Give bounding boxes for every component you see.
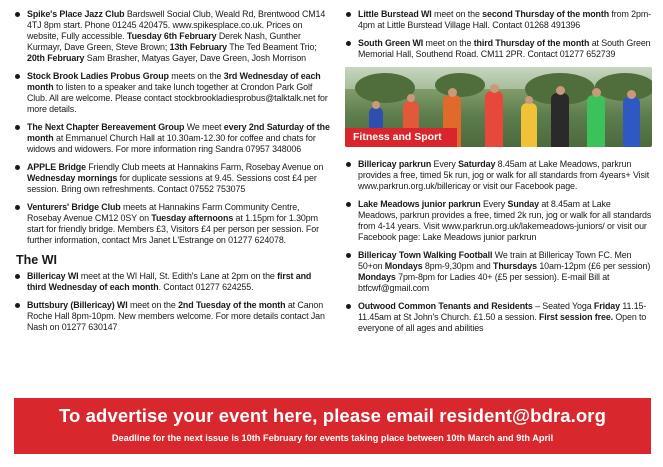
wi-heading: The WI bbox=[16, 253, 57, 267]
listing-emphasis: first and third Wednesday of each month bbox=[27, 271, 312, 292]
listing-emphasis: Thursdays bbox=[493, 261, 537, 271]
runner-head bbox=[556, 86, 565, 95]
listing-emphasis: Billericay Town Walking Football bbox=[358, 250, 493, 260]
runner-figure bbox=[521, 103, 537, 147]
listing-text: 7pm-8pm for Ladies 40+ (£5 per session). E-mail Bill at btfcwf@gmail.com bbox=[358, 272, 610, 293]
listing-emphasis: every 2nd Saturday of the month bbox=[27, 122, 330, 143]
listing-emphasis: Spike's Place Jazz Club bbox=[27, 9, 125, 19]
listing-text: meet on the bbox=[423, 38, 474, 48]
runner-figure bbox=[551, 93, 569, 147]
listing-text: for duplicate sessions at 9.45. Sessions cost £4 per session. Bring own refreshments. Contact 07552 753075 bbox=[27, 173, 317, 194]
listing-text: meets at Hannakins Farm Community Centre, Rosebay Avenue CM12 0SY on bbox=[27, 202, 300, 223]
right-column bbox=[345, 9, 652, 341]
listing-item bbox=[14, 162, 332, 195]
listing-emphasis: Friday bbox=[593, 301, 620, 311]
listing-item bbox=[14, 122, 332, 155]
photo-tree bbox=[355, 73, 415, 103]
listing-text: The Ted Beament Trio; bbox=[227, 42, 317, 52]
listing-emphasis: Outwood Common Tenants and Residents bbox=[358, 301, 533, 311]
listing-emphasis: South Green WI bbox=[358, 38, 424, 48]
listing-text: Sam Brasher, Matyas Gayer, Dave Green, Josh Morrison bbox=[84, 53, 306, 63]
listing-emphasis: 13th February bbox=[169, 42, 228, 52]
listing-text: meets on the bbox=[168, 71, 224, 81]
listing-emphasis: Buttsbury (Billericay) WI bbox=[27, 300, 128, 310]
listing-emphasis: Mondays bbox=[358, 272, 396, 282]
listing-text: Derek Nash, Gunther Kurmayr, Dave Green, Steve Brown; bbox=[27, 31, 301, 52]
listing-item bbox=[14, 300, 332, 333]
listing-text: at Canon Roche Hall 8pm-10pm. New members welcome. For more details contact Jan Nash on 01277 630147 bbox=[27, 300, 325, 332]
listing-emphasis: Mondays bbox=[384, 261, 423, 271]
listing-text: We meet bbox=[184, 122, 224, 132]
wi-list bbox=[14, 271, 332, 333]
listing-item bbox=[14, 9, 332, 64]
listing-item bbox=[345, 38, 652, 60]
listing-emphasis: Tuesday 6th February bbox=[126, 31, 217, 41]
listing-text: 10am-12pm (£6 per session) bbox=[536, 261, 651, 271]
listing-emphasis: Stock Brook Ladies Probus Group bbox=[27, 71, 169, 81]
listing-text: to listen to a speaker and take lunch together at Crondon Park Golf Club. All are welcome. Please contact stockbrookladiesprobus@talktalk.net for more details. bbox=[27, 82, 328, 114]
wi-list-continued bbox=[345, 9, 652, 60]
runners-photo bbox=[345, 67, 652, 147]
listing-text: at Emmanuel Church Hall at 10.30am-12.30 for coffee and chats for widows and widowers. For more information ring Sandra 07957 348006 bbox=[27, 133, 316, 154]
listing-text: Every bbox=[431, 159, 459, 169]
listing-text: 8.45am at Lake Meadows, parkrun provides a free, timed 5k run, jog or walk for all standards from 4years+ Visit www.parkrun.org.uk/billericay or visit our Facebook page. bbox=[358, 159, 650, 191]
listing-item bbox=[345, 199, 652, 243]
photo-caption: Fitness and Sport bbox=[345, 128, 457, 147]
listing-emphasis: Saturday bbox=[458, 159, 496, 169]
runner-figure bbox=[485, 91, 503, 147]
listing-item bbox=[345, 9, 652, 31]
runner-head bbox=[525, 96, 533, 104]
listing-emphasis: 20th February bbox=[27, 53, 85, 63]
listing-item bbox=[345, 301, 652, 334]
listing-emphasis: third Thursday of the month bbox=[473, 38, 590, 48]
listing-text: – Seated Yoga bbox=[532, 301, 594, 311]
listing-text: Bardswell Social Club, Weald Rd, Brentwood CM14 4TJ 8pm start. Phone 01245 420475. www.spikesplace.co.uk. Prices on website, Fully accessible. bbox=[27, 9, 326, 41]
runner-figure bbox=[587, 95, 605, 147]
fitness-list bbox=[345, 159, 652, 334]
listing-emphasis: Sunday bbox=[507, 199, 539, 209]
listing-text: at 8.45am at Lake Meadows, parkrun provides a free, timed 2k run, jog or walk for all standards from 4-14 years. Visit www.parkrun.org.uk/lakemeadows-juniors/ or visit our Facebook page: Lake Meadows junior parkrun bbox=[358, 199, 652, 242]
listing-emphasis: Tuesday afternoons bbox=[151, 213, 234, 223]
listing-text: Open to everyone of all ages and abilities bbox=[358, 312, 647, 333]
listing-text: meet at the WI Hall, St. Edith's Lane at 2pm on the bbox=[78, 271, 278, 281]
listing-text: 11.15-11.45am at St John's Church. £1.50 a session. bbox=[358, 301, 647, 322]
listing-item bbox=[14, 271, 332, 293]
listing-text: meet on the bbox=[127, 300, 179, 310]
left-column bbox=[14, 9, 332, 340]
banner-headline: To advertise your event here, please email resident@bdra.org bbox=[58, 405, 607, 426]
runner-figure bbox=[623, 97, 640, 147]
listing-emphasis: First session free. bbox=[538, 312, 614, 322]
listing-text: at 1.15pm for 1.30pm start for friendly bridge. Members £3, Visitors £4 per person per session. For further information, contact Mrs Janet L'Estrange on 01277 624078. bbox=[27, 213, 319, 245]
runner-head bbox=[448, 88, 457, 97]
listing-text: Friendly Club meets at Hannakins Farm, Rosebay Avenue on bbox=[85, 162, 324, 172]
runner-head bbox=[372, 101, 380, 109]
runner-head bbox=[407, 94, 415, 102]
advert-banner bbox=[14, 398, 651, 454]
listing-emphasis: The Next Chapter Bereavement Group bbox=[27, 122, 185, 132]
listing-item bbox=[14, 202, 332, 246]
listing-item bbox=[14, 71, 332, 115]
listing-emphasis: 3rd Wednesday of each month bbox=[27, 71, 321, 92]
photo-tree bbox=[435, 73, 485, 97]
listing-text: at South Green Memorial Hall, Southend Road. CM11 2PR. Contact 01277 652739 bbox=[358, 38, 651, 59]
listing-text: from 2pm-4pm at Little Burstead Village Hall. Contact 01268 491396 bbox=[358, 9, 651, 30]
listing-item bbox=[345, 250, 652, 294]
listing-text: 8pm-9,30pm and bbox=[422, 261, 493, 271]
listing-item bbox=[345, 159, 652, 192]
listing-text: We train at Billericay Town FC. Men 50+on bbox=[358, 250, 632, 271]
listing-emphasis: Billericay WI bbox=[27, 271, 79, 281]
clubs-list bbox=[14, 9, 332, 246]
listing-emphasis: 2nd Tuesday of the month bbox=[178, 300, 286, 310]
listing-emphasis: second Thursday of the month bbox=[482, 9, 610, 19]
runner-head bbox=[627, 90, 636, 99]
runner-head bbox=[490, 84, 499, 93]
listing-text: meet on the bbox=[431, 9, 483, 19]
listing-text: . Contact 01277 624255. bbox=[158, 282, 254, 292]
banner-deadline: Deadline for the next issue is 10th February for events taking place between 10th March and 9th April bbox=[111, 433, 554, 443]
listing-emphasis: Venturers' Bridge Club bbox=[27, 202, 121, 212]
runner-head bbox=[592, 88, 601, 97]
listing-emphasis: Little Burstead WI bbox=[358, 9, 432, 19]
listing-emphasis: APPLE Bridge bbox=[27, 162, 86, 172]
listing-emphasis: Lake Meadows junior parkrun bbox=[358, 199, 481, 209]
listing-text: Every bbox=[480, 199, 508, 209]
listing-emphasis: Billericay parkrun bbox=[358, 159, 432, 169]
listing-emphasis: Wednesday mornings bbox=[27, 173, 118, 183]
